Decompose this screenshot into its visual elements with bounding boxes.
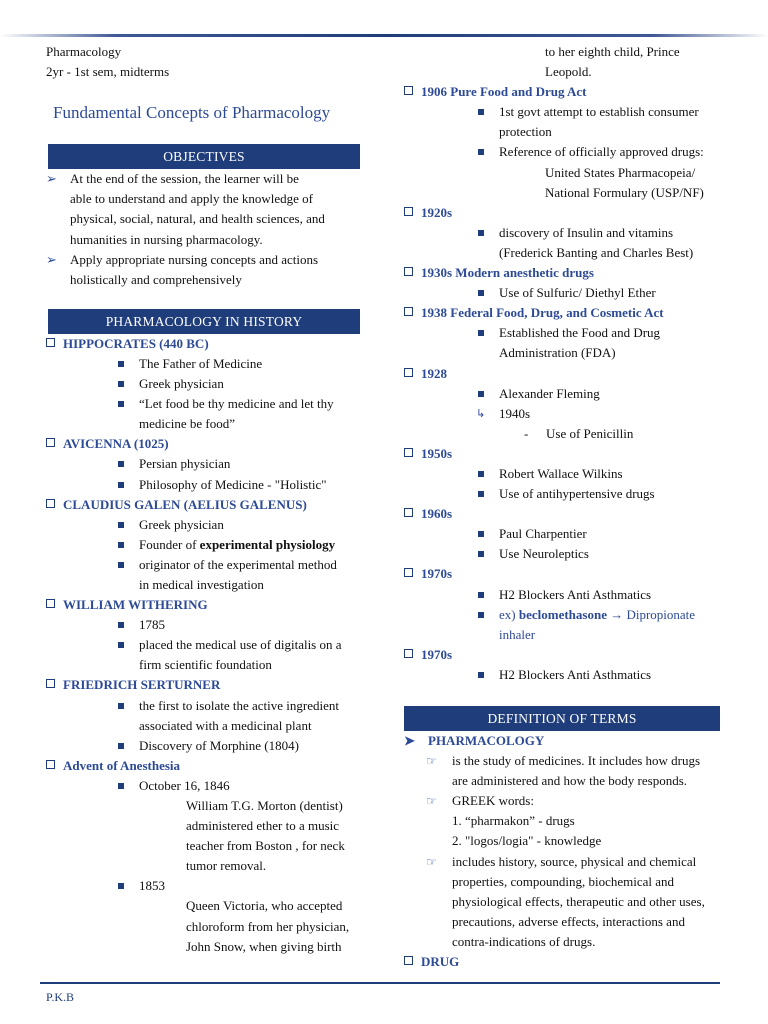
square-checkbox-icon bbox=[404, 267, 413, 276]
list-item: 1853 bbox=[46, 876, 364, 896]
list-item: - Use of Penicillin bbox=[404, 424, 724, 444]
definition-point: ☞ GREEK words: 1. “pharmakon” - drugs 2. "logos/logia" - knowledge bbox=[426, 793, 602, 849]
list-item: Alexander Fleming bbox=[404, 384, 724, 404]
term-pharmacology: ➤ PHARMACOLOGY bbox=[404, 731, 724, 751]
page-title: Fundamental Concepts of Pharmacology bbox=[53, 103, 331, 123]
top-divider bbox=[0, 34, 768, 37]
list-item: Discovery of Morphine (1804) bbox=[46, 736, 364, 756]
list-item: discovery of Insulin and vitamins (Frederick Banting and Charles Best) bbox=[404, 223, 724, 263]
list-item: Paul Charpentier bbox=[404, 524, 724, 544]
list-item: originator of the experimental method in medical investigation bbox=[46, 555, 364, 595]
pointing-hand-icon: ☞ bbox=[426, 754, 437, 769]
section-1960s: 1960s bbox=[404, 504, 724, 524]
section-anesthesia: Advent of Anesthesia bbox=[46, 756, 364, 776]
list-item: the first to isolate the active ingredient associated with a medicinal plant bbox=[46, 696, 364, 736]
square-checkbox-icon bbox=[46, 679, 55, 688]
square-bullet-icon bbox=[478, 491, 484, 497]
list-item: Use of Sulfuric/ Diethyl Ether bbox=[404, 283, 724, 303]
square-bullet-icon bbox=[478, 149, 484, 155]
definitions-banner: DEFINITION OF TERMS bbox=[404, 706, 720, 731]
square-bullet-icon bbox=[118, 482, 124, 488]
list-item: “Let food be thy medicine and let thy medicine be food” bbox=[46, 394, 364, 434]
square-bullet-icon bbox=[118, 743, 124, 749]
list-item: H2 Blockers Anti Asthmatics bbox=[404, 585, 724, 605]
anesthesia-1853-text: Queen Victoria, who accepted chloroform from her physician, John Snow, when giving birth bbox=[186, 898, 350, 954]
square-bullet-icon bbox=[118, 542, 124, 548]
anesthesia-1846-text: William T.G. Morton (dentist) administered ether to a music teacher from Boston , for neck tumor removal. bbox=[186, 798, 345, 874]
square-bullet-icon bbox=[118, 783, 124, 789]
square-checkbox-icon bbox=[404, 207, 413, 216]
square-bullet-icon bbox=[118, 642, 124, 648]
square-checkbox-icon bbox=[404, 307, 413, 316]
list-item: Philosophy of Medicine - "Holistic" bbox=[46, 475, 364, 495]
square-bullet-icon bbox=[118, 562, 124, 568]
square-bullet-icon bbox=[118, 381, 124, 387]
definition-point: ☞ is the study of medicines. It includes how drugs are administered and how the body responds. bbox=[426, 753, 701, 789]
course-subject: Pharmacology bbox=[46, 44, 122, 59]
section-1920s: 1920s bbox=[404, 203, 724, 223]
list-item: 1st govt attempt to establish consumer protection bbox=[404, 102, 724, 142]
list-item: H2 Blockers Anti Asthmatics bbox=[404, 665, 724, 685]
left-column bbox=[46, 42, 364, 957]
square-bullet-icon bbox=[478, 471, 484, 477]
return-arrow-icon: ↳ bbox=[476, 406, 486, 420]
list-item: ↳ 1940s bbox=[404, 404, 724, 424]
section-1930s: 1930s Modern anesthetic drugs bbox=[404, 263, 724, 283]
square-checkbox-icon bbox=[46, 760, 55, 769]
list-item: Established the Food and Drug Administration (FDA) bbox=[404, 323, 724, 363]
square-checkbox-icon bbox=[404, 448, 413, 457]
course-term: 2yr - 1st sem, midterms bbox=[46, 64, 170, 80]
section-1950s: 1950s bbox=[404, 444, 724, 464]
square-bullet-icon bbox=[118, 461, 124, 467]
list-item: ex) beclomethasone → Dipropionate inhaler bbox=[404, 605, 724, 645]
bottom-divider bbox=[40, 982, 720, 984]
list-item: Founder of experimental physiology bbox=[46, 535, 364, 555]
section-1970s-second: 1970s bbox=[404, 645, 724, 665]
pointing-hand-icon: ☞ bbox=[426, 854, 437, 869]
section-1928: 1928 bbox=[404, 364, 724, 384]
arrowhead-bullet-icon: ➢ bbox=[46, 251, 57, 267]
square-bullet-icon bbox=[478, 592, 484, 598]
list-item: Greek physician bbox=[46, 515, 364, 535]
section-1938-act: 1938 Federal Food, Drug, and Cosmetic Act bbox=[404, 303, 724, 323]
square-bullet-icon bbox=[478, 551, 484, 557]
square-checkbox-icon bbox=[404, 368, 413, 377]
list-item: October 16, 1846 bbox=[46, 776, 364, 796]
square-bullet-icon bbox=[118, 522, 124, 528]
section-withering: WILLIAM WITHERING bbox=[46, 595, 364, 615]
square-bullet-icon bbox=[478, 612, 484, 618]
footer-initials: P.K.B bbox=[46, 990, 75, 1004]
square-checkbox-icon bbox=[404, 568, 413, 577]
square-bullet-icon bbox=[118, 622, 124, 628]
list-item: Use of antihypertensive drugs bbox=[404, 484, 724, 504]
square-checkbox-icon bbox=[46, 499, 55, 508]
objective-item: ➢ At the end of the session, the learner will be able to understand and apply the knowledge of physical, social, natural, and health sciences, and humanities in nursing pharmacology. bbox=[46, 171, 325, 247]
section-hippocrates: HIPPOCRATES (440 BC) bbox=[46, 334, 364, 354]
square-bullet-icon bbox=[118, 401, 124, 407]
dash-bullet-icon: - bbox=[524, 425, 529, 441]
square-checkbox-icon bbox=[46, 338, 55, 347]
pointing-hand-icon: ☞ bbox=[426, 794, 437, 809]
square-checkbox-icon bbox=[404, 86, 413, 95]
square-bullet-icon bbox=[478, 391, 484, 397]
definition-point: ☞ includes history, source, physical and chemical properties, compounding, biochemical and physiological effects, therapeutic and other uses, precautions, adverse effects, interactions and contra-indications of drugs. bbox=[426, 853, 705, 949]
list-item: Greek physician bbox=[46, 374, 364, 394]
square-bullet-icon bbox=[118, 361, 124, 367]
square-checkbox-icon bbox=[46, 438, 55, 447]
list-item: 1785 bbox=[46, 615, 364, 635]
square-checkbox-icon bbox=[404, 649, 413, 658]
square-bullet-icon bbox=[118, 703, 124, 709]
anesthesia-1853-continued: to her eighth child, Prince Leopold. bbox=[545, 44, 680, 80]
square-checkbox-icon bbox=[404, 508, 413, 517]
right-column bbox=[404, 42, 724, 972]
square-bullet-icon bbox=[478, 230, 484, 236]
section-1970s: 1970s bbox=[404, 564, 724, 584]
list-item: Reference of officially approved drugs: United States Pharmacopeia/ National Formulary (USP/NF) bbox=[404, 142, 724, 202]
arrowhead-bullet-icon: ➤ bbox=[404, 733, 415, 748]
term-drug: DRUG bbox=[404, 952, 724, 972]
section-avicenna: AVICENNA (1025) bbox=[46, 434, 364, 454]
square-bullet-icon bbox=[478, 531, 484, 537]
list-item: placed the medical use of digitalis on a firm scientific foundation bbox=[46, 635, 364, 675]
section-serturner: FRIEDRICH SERTURNER bbox=[46, 675, 364, 695]
square-bullet-icon bbox=[478, 109, 484, 115]
section-1906-act: 1906 Pure Food and Drug Act bbox=[404, 82, 724, 102]
square-checkbox-icon bbox=[404, 956, 413, 965]
history-banner: PHARMACOLOGY IN HISTORY bbox=[48, 309, 360, 334]
square-bullet-icon bbox=[118, 883, 124, 889]
square-bullet-icon bbox=[478, 672, 484, 678]
square-checkbox-icon bbox=[46, 599, 55, 608]
list-item: Use Neuroleptics bbox=[404, 544, 724, 564]
list-item: Persian physician bbox=[46, 454, 364, 474]
objectives-banner: OBJECTIVES bbox=[48, 144, 360, 169]
arrowhead-bullet-icon: ➢ bbox=[46, 171, 57, 187]
list-item: Robert Wallace Wilkins bbox=[404, 464, 724, 484]
section-galen: CLAUDIUS GALEN (AELIUS GALENUS) bbox=[46, 495, 364, 515]
square-bullet-icon bbox=[478, 290, 484, 296]
list-item: The Father of Medicine bbox=[46, 354, 364, 374]
square-bullet-icon bbox=[478, 330, 484, 336]
objective-item: ➢ Apply appropriate nursing concepts and actions holistically and comprehensively bbox=[46, 251, 319, 287]
